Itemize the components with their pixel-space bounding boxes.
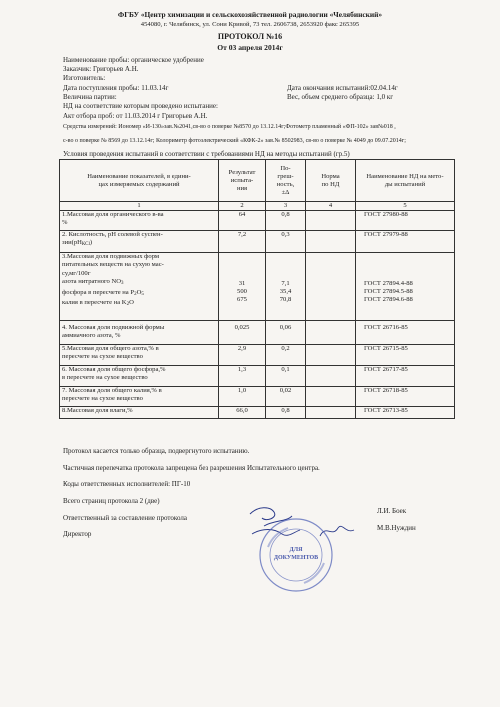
row-norm bbox=[306, 211, 356, 231]
col-number: 1 bbox=[60, 202, 219, 211]
director-label: Директор bbox=[63, 530, 92, 538]
col-number: 5 bbox=[356, 202, 455, 211]
row-method: ГОСТ 26716-85 bbox=[356, 321, 455, 345]
row-error: 0,8 bbox=[266, 211, 306, 231]
row-indicator: 4. Массовая доля подвижной формы аммиачного азота, % bbox=[60, 321, 219, 345]
table-row bbox=[60, 321, 455, 345]
table-column-numbers bbox=[60, 202, 455, 211]
row-error: 0,3 bbox=[266, 231, 306, 253]
page-count: Всего страниц протокола 2 (две) bbox=[63, 497, 160, 505]
table-row bbox=[60, 407, 455, 419]
row-result: 2,9 bbox=[219, 345, 266, 366]
col-number: 2 bbox=[219, 202, 266, 211]
row-error: 0,1 bbox=[266, 366, 306, 387]
row-indicator: 7. Массовая доля общего калия,% в пересчете на сухое вещество bbox=[60, 387, 219, 407]
row-method: ГОСТ 27894.4-88 ГОСТ 27894.5-88 ГОСТ 27894.6-88 bbox=[356, 253, 455, 321]
row-indicator: 5.Массовая доля общего азота,% в пересчете на сухое вещество bbox=[60, 345, 219, 366]
col-number: 3 bbox=[266, 202, 306, 211]
row-result: 1,3 bbox=[219, 366, 266, 387]
batch-size: Величина партии: bbox=[63, 93, 117, 101]
row-result: 64 bbox=[219, 211, 266, 231]
table-header-row bbox=[60, 160, 455, 202]
header-indicator: Наименование показателей, в едини- цах измеряемых содержаний bbox=[60, 160, 219, 202]
sampling-act: Акт отбора проб: от 11.03.2014 г Григорьев А.Н. bbox=[63, 112, 208, 120]
row-result: 31 500 675 bbox=[219, 253, 266, 321]
nd-label: НД на соответствие которым проведено испытание: bbox=[63, 102, 218, 110]
row-error: 0,8 bbox=[266, 407, 306, 419]
instruments-line-1: Средства измерений: Иономер «И-130»зав.№2041,св-во о поверке №8570 до 13.12.14г;Фотометр пламенный «ФП-102» зав№018 , bbox=[63, 124, 396, 130]
results-table bbox=[59, 159, 455, 419]
row-method: ГОСТ 27980-88 bbox=[356, 211, 455, 231]
sample-name: Наименование пробы: органическое удобрение bbox=[63, 56, 204, 64]
row-result: 0,025 bbox=[219, 321, 266, 345]
director-name: М.В.Нуждин bbox=[377, 524, 416, 532]
table-row bbox=[60, 211, 455, 231]
row-norm bbox=[306, 231, 356, 253]
stamp-text-2: ДОКУМЕНТОВ bbox=[273, 555, 319, 561]
row-result: 7,2 bbox=[219, 231, 266, 253]
customer: Заказчик: Григорьев А.Н. bbox=[63, 65, 139, 73]
org-address: 454080, г. Челябинск, ул. Сони Кривой, 73 тел. 2606738, 2653920 факс 265395 bbox=[140, 21, 360, 28]
responsible-label: Ответственный за составление протокола bbox=[63, 514, 187, 522]
row-norm bbox=[306, 345, 356, 366]
row-method: ГОСТ 26713-85 bbox=[356, 407, 455, 419]
sample-weight: Вес, объем среднего образца: 1,0 кг bbox=[287, 93, 394, 101]
header-method-nd: Наименование НД на мето- ды испытаний bbox=[356, 160, 455, 202]
row-result: 66,0 bbox=[219, 407, 266, 419]
tests-end-date: Дата окончания испытаний:02.04.14г bbox=[287, 84, 398, 92]
row-indicator: 8.Массовая доля влаги,% bbox=[60, 407, 219, 419]
row-indicator: 2. Кислотность, рН солевой суспен- $зии(рН_{КСl})$ bbox=[60, 231, 219, 253]
executor-codes: Коды ответственных исполнителей: ПГ-10 bbox=[63, 480, 191, 488]
header-error: По- греш- ность, ±Δ bbox=[266, 160, 306, 202]
header-norm: Норма по НД bbox=[306, 160, 356, 202]
row-norm bbox=[306, 387, 356, 407]
row-result: 1,0 bbox=[219, 387, 266, 407]
test-conditions: Условия проведения испытаний в соответствии с требованиями НД на методы испытаний (гр.5) bbox=[63, 150, 350, 158]
instruments-line-2: с-во о поверке № 8569 до 13.12.14г; Колориметр фотоэлектрический «КФК-2» зав.№ 8502983, св-во о поверке № 4049 до 09.07.2014г; bbox=[63, 138, 406, 144]
row-indicator: 1.Массовая доля органического в-ва % bbox=[60, 211, 219, 231]
row-norm bbox=[306, 366, 356, 387]
row-error: 0,02 bbox=[266, 387, 306, 407]
scope-note: Протокол касается только образца, подвергнутого испытанию. bbox=[63, 447, 250, 455]
row-method: ГОСТ 26718-85 bbox=[356, 387, 455, 407]
stamp-text-1: ДЛЯ bbox=[289, 547, 303, 553]
row-error: 0,06 bbox=[266, 321, 306, 345]
row-error: 0,2 bbox=[266, 345, 306, 366]
table-row bbox=[60, 231, 455, 253]
row-method: ГОСТ 26715-85 bbox=[356, 345, 455, 366]
official-stamp bbox=[258, 517, 334, 593]
row-norm bbox=[306, 253, 356, 321]
responsible-name: Л.И. Боек bbox=[377, 507, 407, 515]
table-row bbox=[60, 253, 455, 321]
row-error: 7,1 35,4 70,8 bbox=[266, 253, 306, 321]
manufacturer: Изготовитель: bbox=[63, 74, 106, 82]
received-date: Дата поступления пробы: 11.03.14г bbox=[63, 84, 169, 92]
protocol-number: ПРОТОКОЛ №16 bbox=[217, 32, 283, 41]
protocol-date: От 03 апреля 2014г bbox=[217, 43, 283, 52]
row-norm bbox=[306, 407, 356, 419]
table-row bbox=[60, 366, 455, 387]
table-row bbox=[60, 345, 455, 366]
row-method: ГОСТ 27979-88 bbox=[356, 231, 455, 253]
row-indicator: 6. Массовая доля общего фосфора,% в пересчете на сухое вещество bbox=[60, 366, 219, 387]
header-result: Результат испыта- ния bbox=[219, 160, 266, 202]
reprint-note: Частичная перепечатка протокола запрещена без разрешения Испытательного центра. bbox=[63, 464, 320, 472]
row-indicator: 3.Массовая доля подвижных форм питательных веществ на сухую мас- су,мг/100г азота нитратного $NO_3$ фосфора в пересчете на $P_2O_5$ калия в пересчете на $K_2O$ bbox=[60, 253, 219, 321]
col-number: 4 bbox=[306, 202, 356, 211]
row-method: ГОСТ 26717-85 bbox=[356, 366, 455, 387]
org-name: ФГБУ «Центр химизации и сельскохозяйственной радиологии «Челябинский» bbox=[117, 10, 383, 19]
row-norm bbox=[306, 321, 356, 345]
table-row bbox=[60, 387, 455, 407]
